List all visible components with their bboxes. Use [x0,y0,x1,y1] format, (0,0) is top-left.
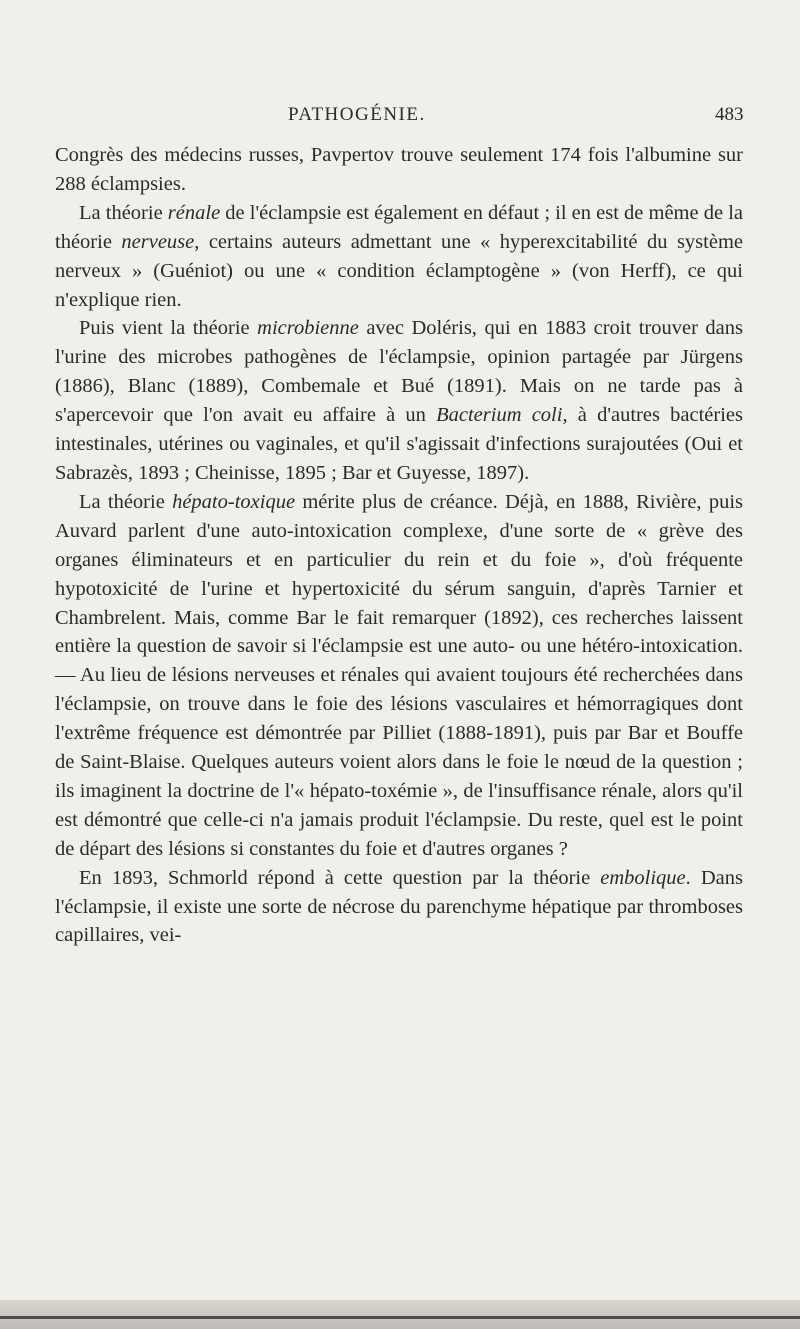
bottom-edge-rule [0,1300,800,1329]
paragraph-text: Congrès des médecins russes, Pavpertov trouve seulement 174 fois l'albumine sur 288 éclampsies. [55,144,743,195]
paragraph-text: , certains auteurs admettant une « hyperexcitabilité du système nerveux » (Guéniot) ou une « condition éclamptogène » (von Herff), ce qui n'explique rien. [55,230,743,311]
paragraph [55,488,743,864]
paragraph [55,314,743,487]
paragraph-text: de l'éclampsie est également en défaut ; il en est de même de la théorie [55,201,743,253]
paragraph-text: . Dans l'éclampsie, il existe une sorte de nécrose du parenchyme hépatique par thromboses capillaires, vei- [55,866,743,947]
body-text [55,141,743,950]
paragraph-text: , à d'autres bactéries intestinales, utérines ou vaginales, et qu'il s'agissait d'infections surajoutées (Oui et Sabrazès, 1893 ; Cheinisse, 1895 ; Bar et Guyesse, 1897). [55,404,743,484]
running-head: PATHOGÉNIE. [288,104,426,125]
italic-term: hépato-toxique [172,490,296,513]
italic-term: embolique [600,866,686,889]
page-header [0,104,800,134]
page-number: 483 [715,104,744,125]
italic-term: microbienne [257,317,359,340]
paragraph-text: En 1893, Schmorld répond à cette question par la théorie [79,866,601,889]
paragraph-text: Puis vient la théorie [79,317,258,340]
paragraph [55,141,743,199]
italic-term: Bacterium coli [436,404,563,427]
paragraph-text: La théorie [79,201,168,224]
paragraph-text: La théorie [79,490,173,513]
paragraph-text: avec Doléris, qui en 1883 croit trouver dans l'urine des microbes pathogènes de l'éclampsie, opinion partagée par Jürgens (1886), Blanc (1889), Combemale et Bué (1891). Mais on ne tarde pas à s'apercevoir que l'on avait eu affaire à un [55,317,743,427]
italic-term: nerveuse [121,230,195,253]
italic-term: rénale [167,201,221,224]
paragraph [55,199,743,315]
paragraph-text: mérite plus de créance. Déjà, en 1888, Rivière, puis Auvard parlent d'une auto-intoxication complexe, d'une sorte de « grève des organes éliminateurs et en particulier du rein et du foie », d'où fréquente hypotoxicité de l'urine et hypertoxicité du sérum sanguin, d'après Tarnier et Chambrelent. Mais, comme Bar le fait remarquer (1892), ces recherches laissent entière la question de savoir si l'éclampsie est une auto- ou une hétéro-intoxication. — Au lieu de lésions nerveuses et rénales qui avaient toujours été recherchées dans l'éclampsie, on trouve dans le foie des lésions vasculaires et hémorragiques dont l'extrême fréquence est démontrée par Pilliet (1888-1891), puis par Bar et Bouffe de Saint-Blaise. Quelques auteurs voient alors dans le foie le nœud de la question ; ils imaginent la doctrine de l'« hépato-toxémie », de l'insuffisance rénale, alors qu'il est démontré que celle-ci n'a jamais produit l'éclampsie. Du reste, quel est le point de départ des lésions si constantes du foie et d'autres organes ? [55,490,743,860]
paragraph [55,864,743,951]
